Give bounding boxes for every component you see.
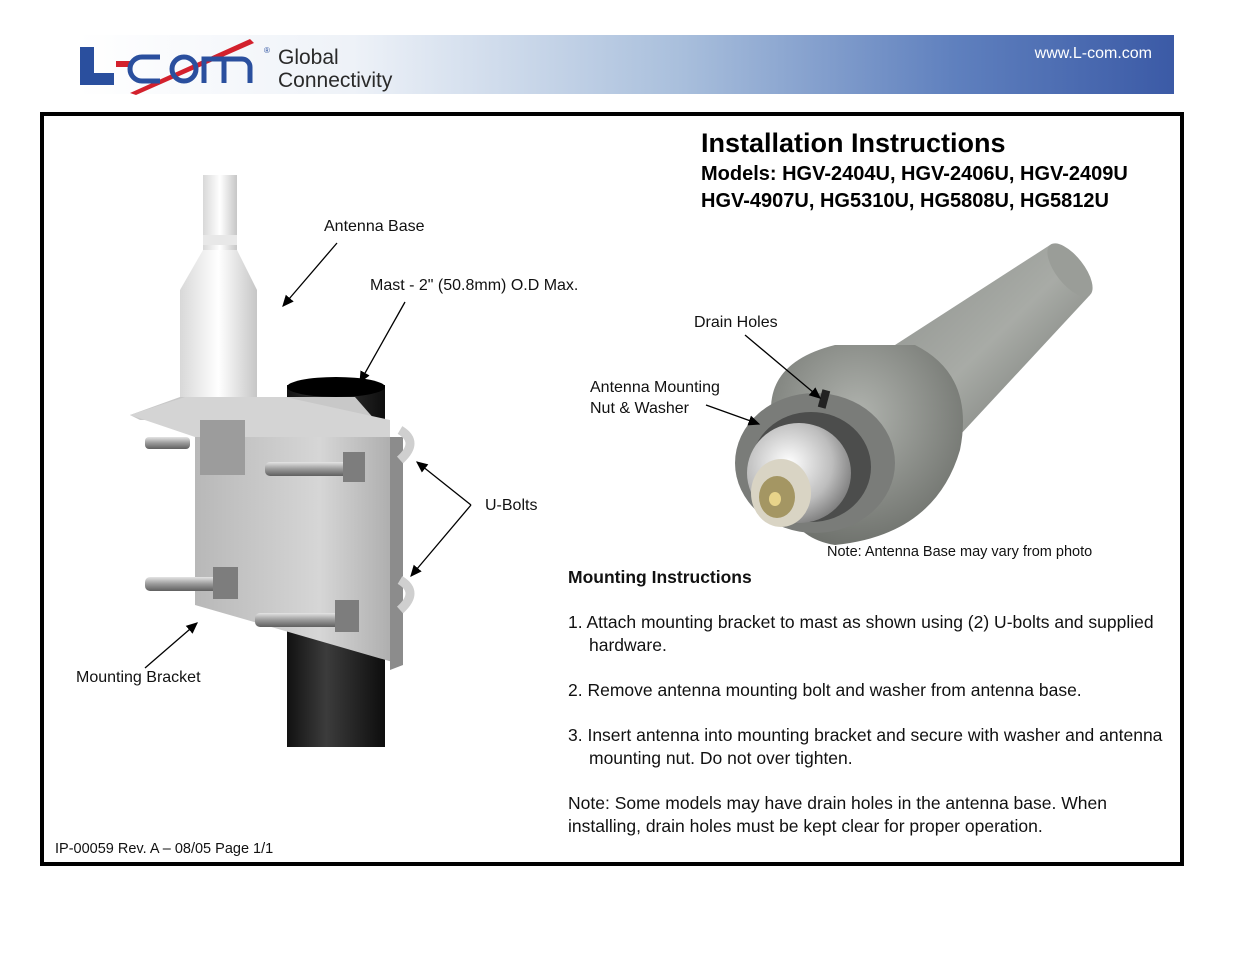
label-mounting-bracket: Mounting Bracket — [76, 669, 201, 686]
instruction-step-1: 1. Attach mounting bracket to mast as shown using (2) U-bolts and supplied hardware. — [568, 612, 1154, 655]
instruction-step-2: 2. Remove antenna mounting bolt and washer from antenna base. — [568, 680, 1082, 700]
tagline-line2: Connectivity — [278, 69, 393, 92]
instructions-heading: Mounting Instructions — [568, 567, 752, 587]
photo-note: Note: Antenna Base may vary from photo — [827, 544, 1093, 560]
mounting-instructions — [568, 566, 1168, 838]
label-drain-holes: Drain Holes — [694, 314, 778, 331]
label-mast: Mast - 2" (50.8mm) O.D Max. — [370, 277, 579, 294]
label-nut-washer-line2: Nut & Washer — [590, 400, 689, 417]
label-u-bolts: U-Bolts — [485, 497, 538, 514]
label-antenna-base: Antenna Base — [324, 218, 425, 235]
tagline-line1: Global — [278, 46, 339, 69]
document-footer: IP-00059 Rev. A – 08/05 Page 1/1 — [55, 841, 274, 857]
models-line1: Models: HGV-2404U, HGV-2406U, HGV-2409U — [701, 163, 1128, 185]
label-nut-washer-line1: Antenna Mounting — [590, 379, 720, 396]
instruction-note: Note: Some models may have drain holes in the antenna base. When installing, drain holes must be kept clear for proper operation. — [568, 793, 1107, 836]
website-link[interactable]: www.L-com.com — [1034, 45, 1152, 62]
svg-text:®: ® — [264, 46, 270, 55]
page-title: Installation Instructions — [701, 128, 1006, 158]
models-line2: HGV-4907U, HG5310U, HG5808U, HG5812U — [701, 190, 1109, 212]
label-nut-washer — [590, 377, 720, 419]
instruction-step-3: 3. Insert antenna into mounting bracket and secure with washer and antenna mounting nut. Do not over tighten. — [568, 725, 1163, 768]
